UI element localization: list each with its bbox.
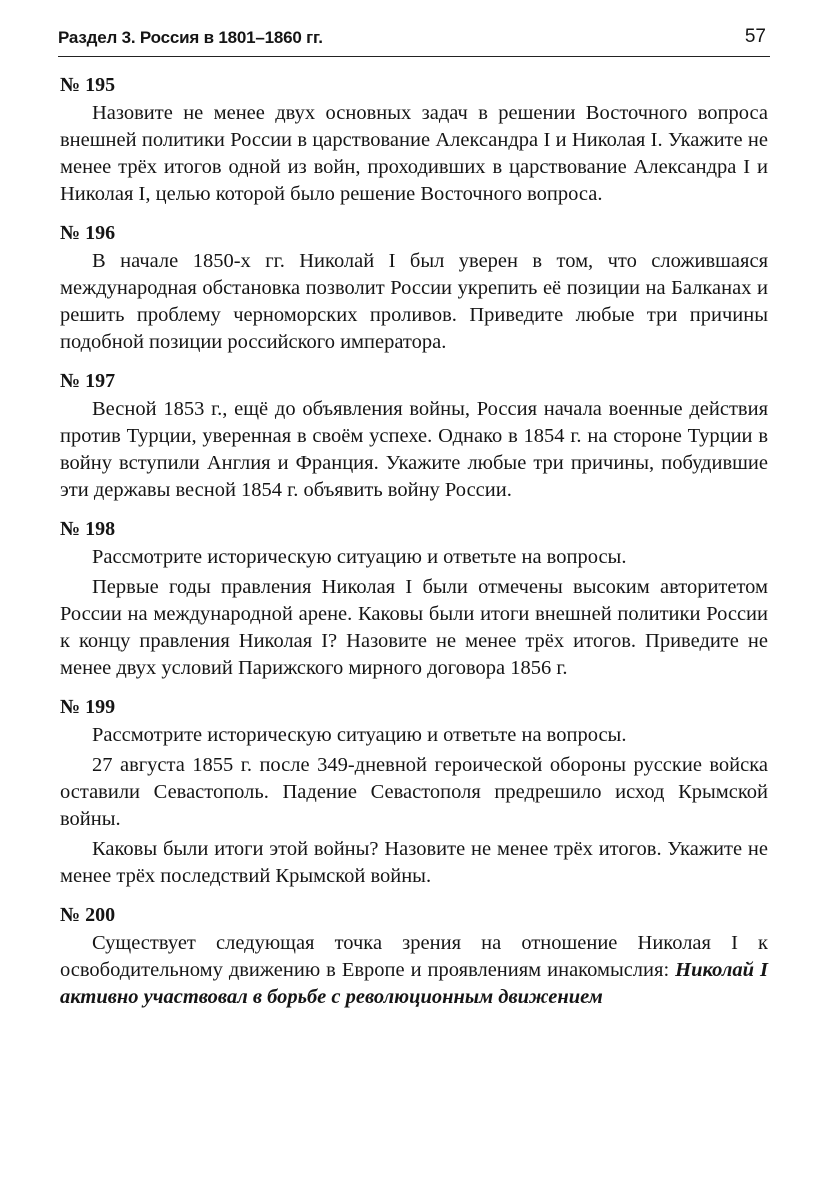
task-text: Существует следующая точка зрения на отношение Николая I к освободительному движению в Европе и проявлениям инакомыслия: bbox=[60, 932, 768, 981]
task-instruction: Рассмотрите историческую ситуацию и ответьте на вопросы. bbox=[92, 546, 627, 568]
section-title: Раздел 3. Россия в 1801–1860 гг. bbox=[58, 28, 323, 47]
task-paragraph: Весной 1853 г., ещё до объявления войны, Россия начала военные действия против Турции, уверенная в своём успехе. Однако в 1854 г. на стороне Турции в войну вступили Англия и Франция. Укажите любые три причины, побудившие эти державы весной 1854 г. объявить войну России. bbox=[60, 398, 768, 501]
task-number: № 197 bbox=[60, 370, 116, 392]
task-196 bbox=[60, 220, 768, 356]
task-198 bbox=[60, 516, 768, 682]
task-number: № 198 bbox=[60, 518, 116, 540]
task-199 bbox=[60, 694, 768, 890]
running-header bbox=[58, 26, 770, 57]
task-paragraph: Назовите не менее двух основных задач в решении Восточного вопроса внешней политики России в царствование Александра I и Николая I. Укажите не менее трёх итогов одной из войн, проходивших в царствование Александра I и Николая I, целью которой было решение Восточного вопроса. bbox=[60, 102, 768, 205]
task-paragraph bbox=[60, 930, 768, 1011]
task-195 bbox=[60, 72, 768, 208]
task-number: № 200 bbox=[60, 904, 116, 926]
page-number: 57 bbox=[744, 26, 766, 47]
task-paragraph: Первые годы правления Николая I были отмечены высоким авторитетом России на международной арене. Каковы были итоги внешней политики России к концу правления Николая I? Назовите не менее трёх итогов. Приведите не менее двух условий Парижского мирного договора 1856 г. bbox=[60, 576, 768, 679]
task-paragraph: 27 августа 1855 г. после 349-дневной героической обороны русские войска оставили Севастополь. Падение Севастополя предрешило исход Крымской войны. bbox=[60, 754, 768, 830]
task-200 bbox=[60, 902, 768, 1011]
task-number: № 199 bbox=[60, 696, 116, 718]
task-paragraph: В начале 1850-х гг. Николай I был уверен в том, что сложившаяся международная обстановка позволит России укрепить её позиции на Балканах и решить проблему черноморских проливов. Приведите любые три причины подобной позиции российского императора. bbox=[60, 250, 768, 353]
task-number: № 195 bbox=[60, 74, 116, 96]
tasks-list bbox=[60, 72, 768, 1023]
quoted-viewpoint: Николай I активно участвовал в борьбе с революционным движением bbox=[60, 959, 768, 1008]
task-number: № 196 bbox=[60, 222, 116, 244]
task-paragraph: Каковы были итоги этой войны? Назовите не менее трёх итогов. Укажите не менее трёх последствий Крымской войны. bbox=[60, 838, 768, 887]
task-instruction: Рассмотрите историческую ситуацию и ответьте на вопросы. bbox=[92, 724, 627, 746]
task-197 bbox=[60, 368, 768, 504]
